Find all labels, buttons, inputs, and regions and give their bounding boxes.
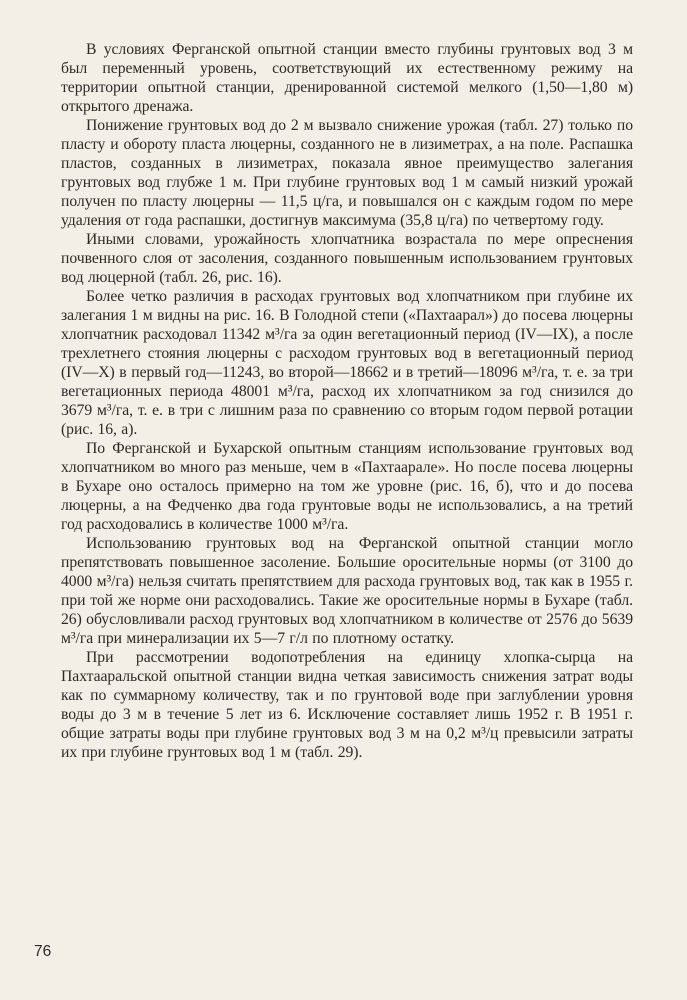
paragraph-2: Понижение грунтовых вод до 2 м вызвало снижение урожая (табл. 27) только по пласту и обороту пласта люцерны, созданного не в лизиметрах, а на поле. Распашка пластов, созданных в лизиметрах, показала явное преимущество залегания грунтовых вод глубже 1 м. При глубине грунтовых вод 1 м самый низкий урожай получен по пласту люцерны — 11,5 ц/га, и повышался он с каждым годом по мере удаления от года распашки, достигнув максимума (35,8 ц/га) по четвертому году. xyxy=(61,117,633,229)
paragraph-3: Иными словами, урожайность хлопчатника возрастала по мере опреснения почвенного слоя от засоления, созданного повышенным использованием грунтовых вод люцерной (табл. 26, рис. 16). xyxy=(61,231,633,286)
paragraph-1: В условиях Ферганской опытной станции вместо глубины грунтовых вод 3 м был переменный уровень, соответствующий их естественному режиму на территории опытной станции, дренированной системой мелкого (1,50—1,80 м) открытого дренажа. xyxy=(61,41,633,115)
page-number: 76 xyxy=(34,943,52,960)
paragraph-4: Более четко различия в расходах грунтовых вод хлопчатником при глубине их залегания 1 м видны на рис. 16. В Голодной степи («Пахтаарал») до посева люцерны хлопчатник расходовал 11342 м³/га за один вегетационный период (IV—IX), а после трехлетнего стояния люцерны с расходом грунтовых вод в вегетационный период (IV—X) в первый год—11243, во второй—18662 и в третий—18096 м³/га, т. е. за три вегетационных периода 48001 м³/га, расход их хлопчатником за год снизился до 3679 м³/га, т. е. в три с лишним раза по сравнению со вторым годом первой ротации (рис. 16, а). xyxy=(61,288,633,438)
page-text-block xyxy=(61,40,633,762)
paragraph-5: По Ферганской и Бухарской опытным станциям использование грунтовых вод хлопчатником во много раз меньше, чем в «Пахтаарале». Но после посева люцерны в Бухаре оно осталось примерно на том же уровне (рис. 16, б), что и до посева люцерны, а на Федченко два года грунтовые воды не использовались, а на третий год расходовались в количестве 1000 м³/га. xyxy=(61,440,633,533)
paragraph-7: При рассмотрении водопотребления на единицу хлопка-сырца на Пахтааральской опытной станции видна четкая зависимость снижения затрат воды как по суммарному количеству, так и по грунтовой воде при заглублении уровня воды до 3 м в течение 5 лет из 6. Исключение составляет лишь 1952 г. В 1951 г. общие затраты воды при глубине грунтовых вод 3 м на 0,2 м³/ц превысили затраты их при глубине грунтовых вод 1 м (табл. 29). xyxy=(61,649,633,761)
paragraph-6: Использованию грунтовых вод на Ферганской опытной станции могло препятствовать повышенное засоление. Большие оросительные нормы (от 3100 до 4000 м³/га) нельзя считать препятствием для расхода грунтовых вод, так как в 1955 г. при той же норме они расходовались. Такие же оросительные нормы в Бухаре (табл. 26) обусловливали расход грунтовых вод хлопчатником в количестве от 2576 до 5639 м³/га при минерализации их 5—7 г/л по плотному остатку. xyxy=(61,535,633,647)
